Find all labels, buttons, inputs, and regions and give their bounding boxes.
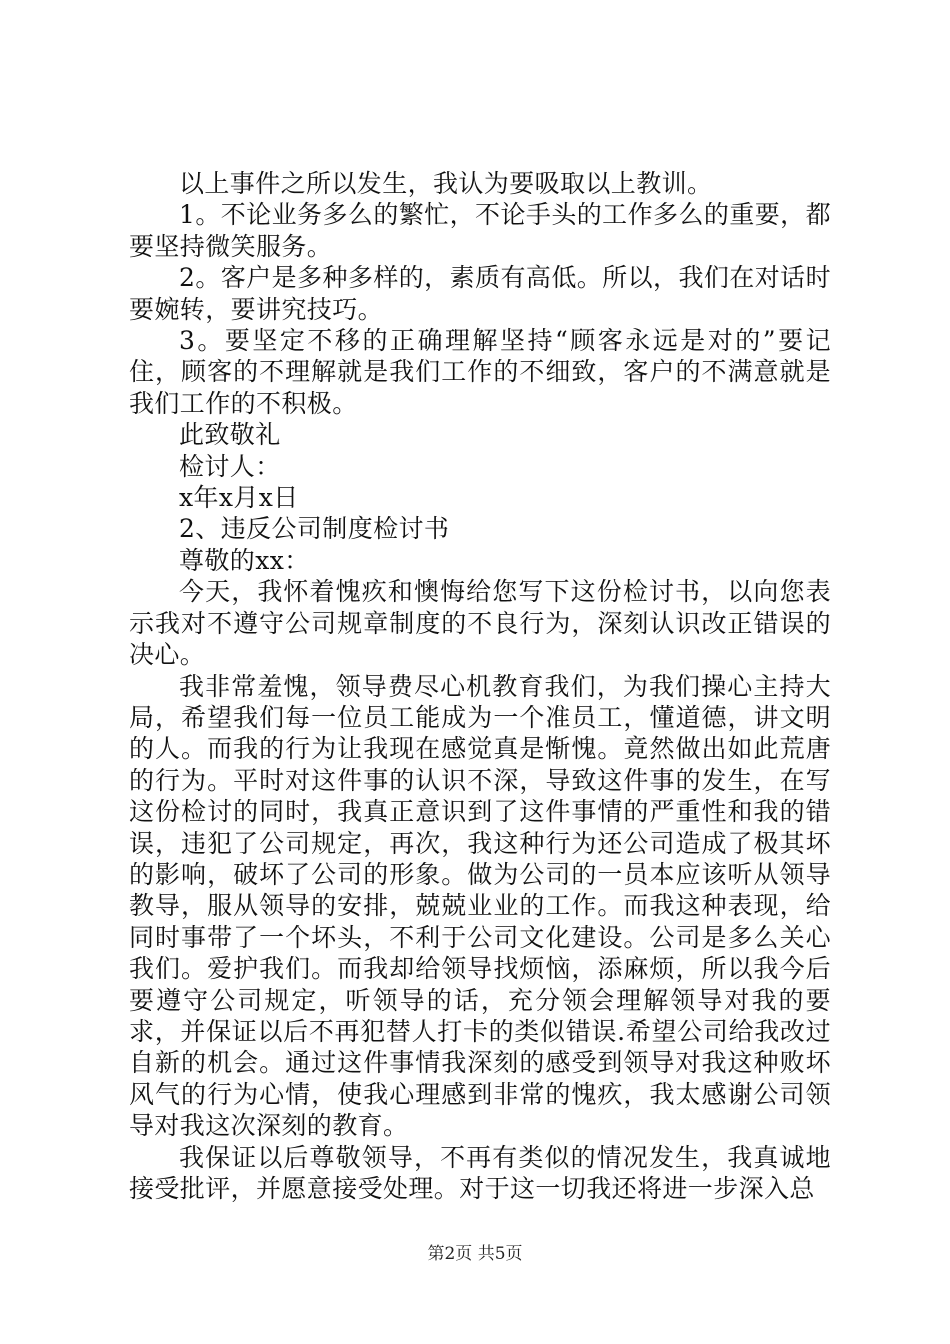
paragraph-lesson-1: 1。不论业务多么的繁忙，不论手头的工作多么的重要，都要坚持微笑服务。 (129, 200, 831, 261)
document-body (129, 168, 831, 1204)
paragraph-lesson-3: 3。要坚定不移的正确理解坚持“顾客永远是对的”要记住，顾客的不理解就是我们工作的不细致，客户的不满意就是我们工作的不积极。 (129, 326, 831, 418)
paragraph-promise: 我保证以后尊敬领导，不再有类似的情况发生，我真诚地接受批评，并愿意接受处理。对于这一切我还将进一步深入总 (129, 1142, 831, 1203)
paragraph-section-title: 2、违反公司制度检讨书 (179, 514, 450, 544)
paragraph-signer: 检讨人： (179, 451, 281, 481)
paragraph-reflection: 我非常羞愧，领导费尽心机教育我们，为我们操心主持大局，希望我们每一位员工能成为一个准员工，懂道德，讲文明的人。而我的行为让我现在感觉真是惭愧。竟然做出如此荒唐的行为。平时对这件事的认识不深，导致这件事的发生，在写这份检讨的同时，我真正意识到了这件事情的严重性和我的错误，违犯了公司规定，再次，我这种行为还公司造成了极其坏的影响，破坏了公司的形象。做为公司的一员本应该听从领导教导，服从领导的安排，兢兢业业的工作。而我这种表现，给同时事带了一个坏头，不利于公司文化建设。公司是多么关心我们。爱护我们。而我却给领导找烦恼，添麻烦，所以我今后要遵守公司规定，听领导的话，充分领会理解领导对我的要求，并保证以后不再犯替人打卡的类似错误.希望公司给我改过自新的机会。通过这件事情我深刻的感受到领导对我这种败坏风气的行为心情，使我心理感到非常的愧疚，我太感谢公司领导对我这次深刻的教育。 (129, 671, 831, 1141)
paragraph-lessons-intro: 以上事件之所以发生，我认为要吸取以上教训。 (179, 169, 713, 198)
paragraph-greeting: 尊敬的xx： (179, 545, 310, 575)
paragraph-opening: 今天，我怀着愧疚和懊悔给您写下这份检讨书，以向您表示我对不遵守公司规章制度的不良行为，深刻认识改正错误的决心。 (129, 577, 831, 670)
paragraph-salutation: 此致敬礼 (179, 420, 281, 450)
paragraph-lesson-2: 2。客户是多种多样的，素质有高低。所以，我们在对话时要婉转，要讲究技巧。 (129, 263, 831, 324)
paragraph-date: x年x月x日 (179, 483, 299, 513)
page-number-footer: 第2页 共5页 (427, 1244, 523, 1264)
